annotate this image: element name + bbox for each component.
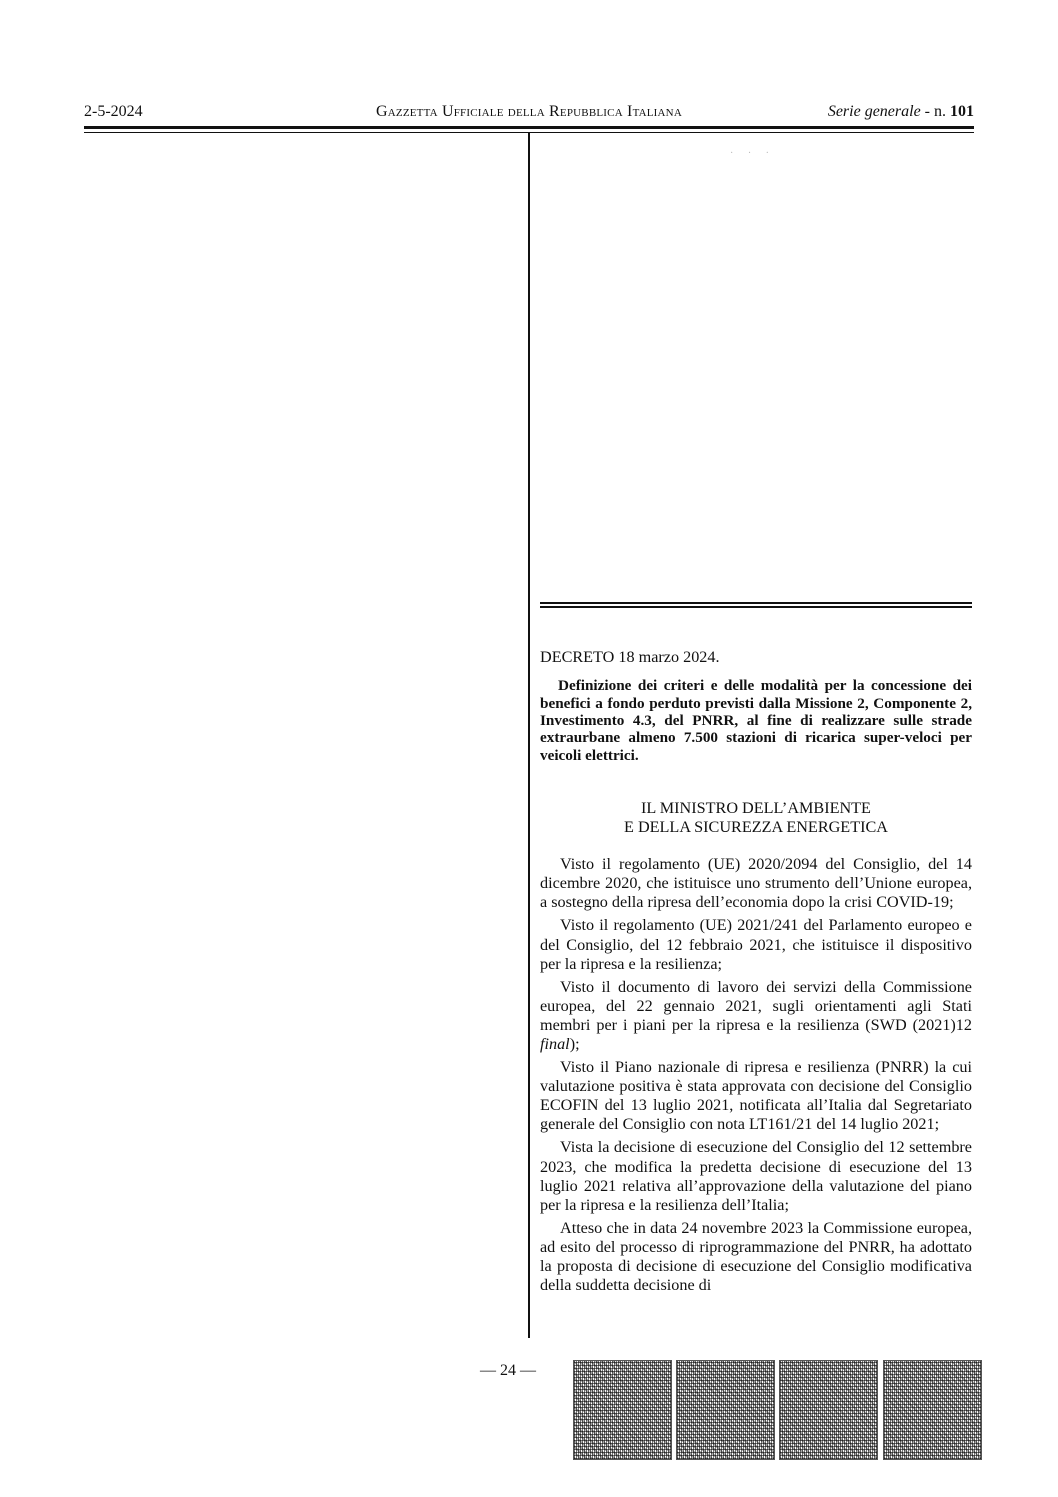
recital-paragraph: Visto il Piano nazionale di ripresa e resilienza (PNRR) la cui valutazione positiva è stata approvata con decisione del Consiglio ECOFIN del 13 luglio 2021, notificata all’Italia dal Segretariato generale del Consiglio con nota LT161/21 del 14 luglio 2021;	[540, 1058, 972, 1134]
serie-number: 101	[950, 103, 974, 120]
authority-line-2: E DELLA SICUREZZA ENERGETICA	[624, 818, 888, 837]
issuing-authority	[540, 799, 972, 837]
section-rule-bottom	[540, 606, 972, 608]
datamatrix-code	[883, 1360, 982, 1460]
page-number: — 24 —	[480, 1362, 536, 1379]
column-divider	[528, 133, 530, 1338]
recital-italic: final	[540, 1034, 570, 1053]
decree-column	[540, 648, 972, 1299]
decree-heading: DECRETO 18 marzo 2024.	[540, 648, 720, 666]
scan-marks: · · ·	[730, 148, 775, 159]
datamatrix-code	[779, 1360, 878, 1460]
recital-text: Visto il documento di lavoro dei servizi della Commissione europea, del 22 gennaio 2021, sugli orientamenti agli Stati membri per i piani per la ripresa e la resilienza (SWD (2021)12	[540, 977, 972, 1034]
publication-title: Gazzetta Ufficiale della Repubblica Italiana	[376, 103, 682, 120]
serie-separator: - n.	[920, 103, 950, 120]
serie-label: Serie generale	[827, 103, 921, 120]
header-rule-thick	[84, 126, 974, 129]
recital-text-end: );	[569, 1034, 580, 1053]
recital-paragraph: Atteso che in data 24 novembre 2023 la Commissione europea, ad esito del processo di riprogrammazione del PNRR, ha adottato la proposta di decisione di esecuzione del Consiglio modificativa della suddetta decisione di	[540, 1218, 972, 1295]
issue-number	[828, 103, 974, 121]
recital-paragraph: Visto il regolamento (UE) 2020/2094 del Consiglio, del 14 dicembre 2020, che istituisce uno strumento dell’Unione europea, a sostegno della ripresa dell’economia dopo la crisi COVID-19;	[540, 855, 972, 912]
datamatrix-code	[676, 1360, 775, 1460]
decree-subject: Definizione dei criteri e delle modalità per la concessione dei benefici a fondo perduto previsti dalla Missione 2, Componente 2, Investimento 4.3, del PNRR, al fine di realizzare sulle strade extraurbane almeno 7.500 stazioni di ricarica super-veloci per veicoli elettrici.	[540, 677, 972, 764]
section-rule-top	[540, 602, 972, 604]
recital-paragraph: Visto il regolamento (UE) 2021/241 del Parlamento europeo e del Consiglio, del 12 febbraio 2021, che istituisce il dispositivo per la ripresa e la resilienza;	[540, 916, 972, 973]
datamatrix-code	[573, 1360, 672, 1460]
recital-paragraph: Vista la decisione di esecuzione del Consiglio del 12 settembre 2023, che modifica la predetta decisione di esecuzione del 13 luglio 2021 relativa all’approvazione della valutazione del piano per la ripresa e la resilienza dell’Italia;	[540, 1138, 972, 1214]
recital-paragraph	[540, 978, 972, 1054]
authority-line-1: IL MINISTRO DELL’AMBIENTE	[641, 799, 871, 818]
issue-date: 2-5-2024	[84, 103, 143, 120]
page-header	[84, 103, 974, 125]
